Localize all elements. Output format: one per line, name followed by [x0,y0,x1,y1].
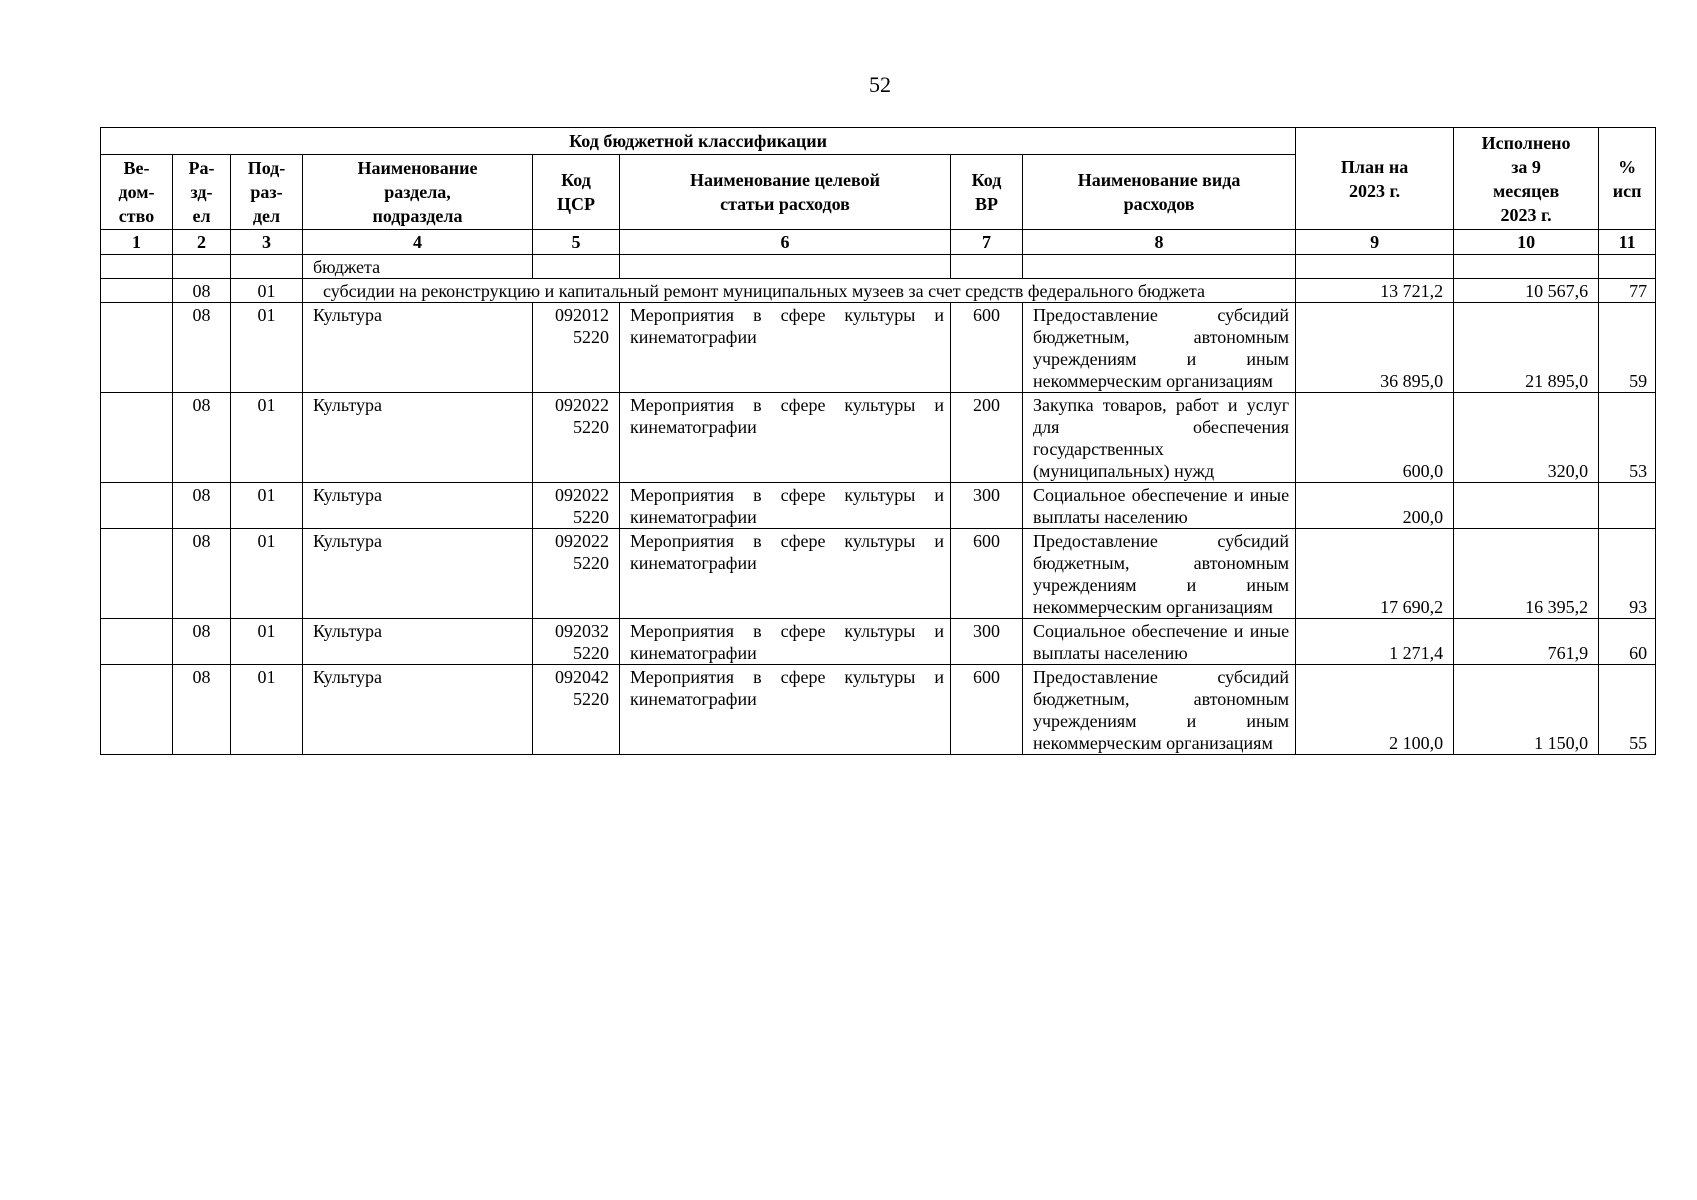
header-line: Код [561,170,591,190]
percent-value: 60 [1599,619,1656,665]
header-line: Ве- [123,158,150,178]
csr-code-part: 5220 [573,327,609,347]
continuation-text: бюджета [303,255,533,279]
table-row [101,303,1656,393]
vr-code: 300 [951,483,1023,529]
csr-header [533,155,620,230]
target-name: Мероприятия в сфере культуры и кинематографии [620,619,951,665]
header-line: 2023 г. [1349,180,1401,201]
plan-header [1296,128,1454,230]
target-name: Мероприятия в сфере культуры и кинематографии [620,665,951,755]
vr-name: Социальное обеспечение и иные выплаты населению [1023,619,1296,665]
subsection-code: 01 [231,393,303,483]
vr-name: Предоставление субсидий бюджетным, автономным учреждениям и иным некоммерческим организациям [1023,529,1296,619]
section-name-header [303,155,533,230]
header-line: месяцев [1492,180,1560,201]
vr-name-header-text [1027,168,1291,216]
column-number: 6 [620,230,951,255]
column-number: 4 [303,230,533,255]
subsection-code: 01 [231,279,303,303]
header-line: Наименование [357,158,478,178]
section-name-header-text [307,156,528,228]
csr-code [533,393,620,483]
section-name: Культура [303,303,533,393]
executed-value: 1 150,0 [1454,665,1599,755]
column-number: 7 [951,230,1023,255]
subsection-code: 01 [231,619,303,665]
plan-value: 2 100,0 [1296,665,1454,755]
csr-code-part: 5220 [573,417,609,437]
vr-code: 300 [951,619,1023,665]
executed-value: 16 395,2 [1454,529,1599,619]
column-number: 5 [533,230,620,255]
header-line: Наименование целевой [690,170,880,190]
csr-code-part: 092012 [555,305,609,325]
csr-code [533,303,620,393]
header-line: зд- [190,182,213,202]
vr-name: Закупка товаров, работ и услуг для обеспечения государственных (муниципальных) нужд [1023,393,1296,483]
budget-classification-header: Код бюджетной классификации [101,128,1296,155]
executed-value [1454,483,1599,529]
header-line: Ра- [188,158,215,178]
section-code: 08 [173,279,231,303]
section-header-text [177,156,226,228]
percent-value: 55 [1599,665,1656,755]
department-code [101,665,173,755]
header-line: исп [1612,180,1642,201]
csr-code-part: 092042 [555,667,609,687]
plan-value: 36 895,0 [1296,303,1454,393]
csr-code-part: 092022 [555,485,609,505]
vr-name: Социальное обеспечение и иные выплаты населению [1023,483,1296,529]
executed-header [1454,128,1599,230]
header-line: ВР [974,194,998,214]
csr-code [533,665,620,755]
column-number: 1 [101,230,173,255]
section-code: 08 [173,619,231,665]
csr-code [533,619,620,665]
plan-value: 1 271,4 [1296,619,1454,665]
vr-name-header [1023,155,1296,230]
header-line: Под- [247,158,286,178]
vr-code: 200 [951,393,1023,483]
section-name: Культура [303,619,533,665]
vr-code: 600 [951,529,1023,619]
column-number: 3 [231,230,303,255]
header-line: 2023 г. [1500,204,1552,225]
section-code: 08 [173,303,231,393]
department-code [101,619,173,665]
plan-value: 600,0 [1296,393,1454,483]
table-header [101,128,1656,255]
percent-value: 93 [1599,529,1656,619]
section-name: Культура [303,483,533,529]
header-line: подраздела [372,206,463,226]
header-line: % [1618,156,1637,177]
budget-table [100,127,1656,755]
continuation-row [101,255,1656,279]
percent-value: 59 [1599,303,1656,393]
target-name: Мероприятия в сфере культуры и кинематографии [620,529,951,619]
csr-code [533,483,620,529]
percent-value [1599,483,1656,529]
header-line: Исполнено [1481,132,1571,153]
executed-value: 320,0 [1454,393,1599,483]
subsection-code: 01 [231,303,303,393]
header-line: ЦСР [557,194,595,214]
vr-code: 600 [951,665,1023,755]
percent-value: 77 [1599,279,1656,303]
vr-name: Предоставление субсидий бюджетным, автономным учреждениям и иным некоммерческим организациям [1023,303,1296,393]
table-body [101,255,1656,755]
executed-header-text [1458,131,1594,227]
subsidy-row [101,279,1656,303]
vr-header [951,155,1023,230]
column-number: 9 [1296,230,1454,255]
target-name-header [620,155,951,230]
percent-header-text [1603,155,1651,203]
page-number: 52 [869,72,891,97]
department-code [101,393,173,483]
subsection-header-text [235,156,298,228]
subsection-header [231,155,303,230]
executed-value: 21 895,0 [1454,303,1599,393]
column-number: 10 [1454,230,1599,255]
section-name: Культура [303,393,533,483]
subsection-code: 01 [231,529,303,619]
department-code [101,529,173,619]
section-name: Культура [303,529,533,619]
target-name-header-text [624,168,946,216]
vr-code: 600 [951,303,1023,393]
header-line: за 9 [1511,156,1541,177]
subsection-code: 01 [231,665,303,755]
target-name: Мероприятия в сфере культуры и кинематографии [620,393,951,483]
column-number: 2 [173,230,231,255]
plan-value: 13 721,2 [1296,279,1454,303]
section-code: 08 [173,665,231,755]
csr-code [533,529,620,619]
column-number: 8 [1023,230,1296,255]
plan-header-text [1300,155,1449,203]
section-header [173,155,231,230]
header-line: Наименование вида [1077,170,1241,190]
table-row [101,665,1656,755]
department-header-text [105,156,168,228]
csr-code-part: 5220 [573,553,609,573]
section-code: 08 [173,393,231,483]
percent-value: 53 [1599,393,1656,483]
department-code [101,303,173,393]
table-row [101,393,1656,483]
target-name: Мероприятия в сфере культуры и кинематографии [620,303,951,393]
table-row [101,619,1656,665]
header-line: раздела, [384,182,451,202]
csr-code-part: 5220 [573,507,609,527]
target-name: Мероприятия в сфере культуры и кинематографии [620,483,951,529]
section-code: 08 [173,529,231,619]
executed-value: 10 567,6 [1454,279,1599,303]
csr-code-part: 092032 [555,621,609,641]
header-line: Код [971,170,1002,190]
subsidy-description: субсидии на реконструкцию и капитальный ремонт муниципальных музеев за счет средств федерального бюджета [303,279,1296,303]
plan-value: 200,0 [1296,483,1454,529]
header-line: дел [252,206,281,226]
header-line: ство [118,206,155,226]
percent-header [1599,128,1656,230]
header-line: статьи расходов [720,194,850,214]
table-row [101,483,1656,529]
csr-code-part: 092022 [555,395,609,415]
header-line: ел [192,206,211,226]
section-code: 08 [173,483,231,529]
header-line: дом- [118,182,155,202]
department-code [101,483,173,529]
vr-header-text [955,168,1018,216]
department-header [101,155,173,230]
section-name: Культура [303,665,533,755]
header-line: раз- [250,182,283,202]
table-row [101,529,1656,619]
header-line: План на [1340,156,1409,177]
csr-code-part: 5220 [573,689,609,709]
subsection-code: 01 [231,483,303,529]
plan-value: 17 690,2 [1296,529,1454,619]
column-number: 11 [1599,230,1656,255]
column-number-row [101,230,1656,255]
executed-value: 761,9 [1454,619,1599,665]
csr-header-text [537,168,615,216]
csr-code-part: 092022 [555,531,609,551]
vr-name: Предоставление субсидий бюджетным, автономным учреждениям и иным некоммерческим организациям [1023,665,1296,755]
header-line: расходов [1123,194,1195,214]
csr-code-part: 5220 [573,643,609,663]
